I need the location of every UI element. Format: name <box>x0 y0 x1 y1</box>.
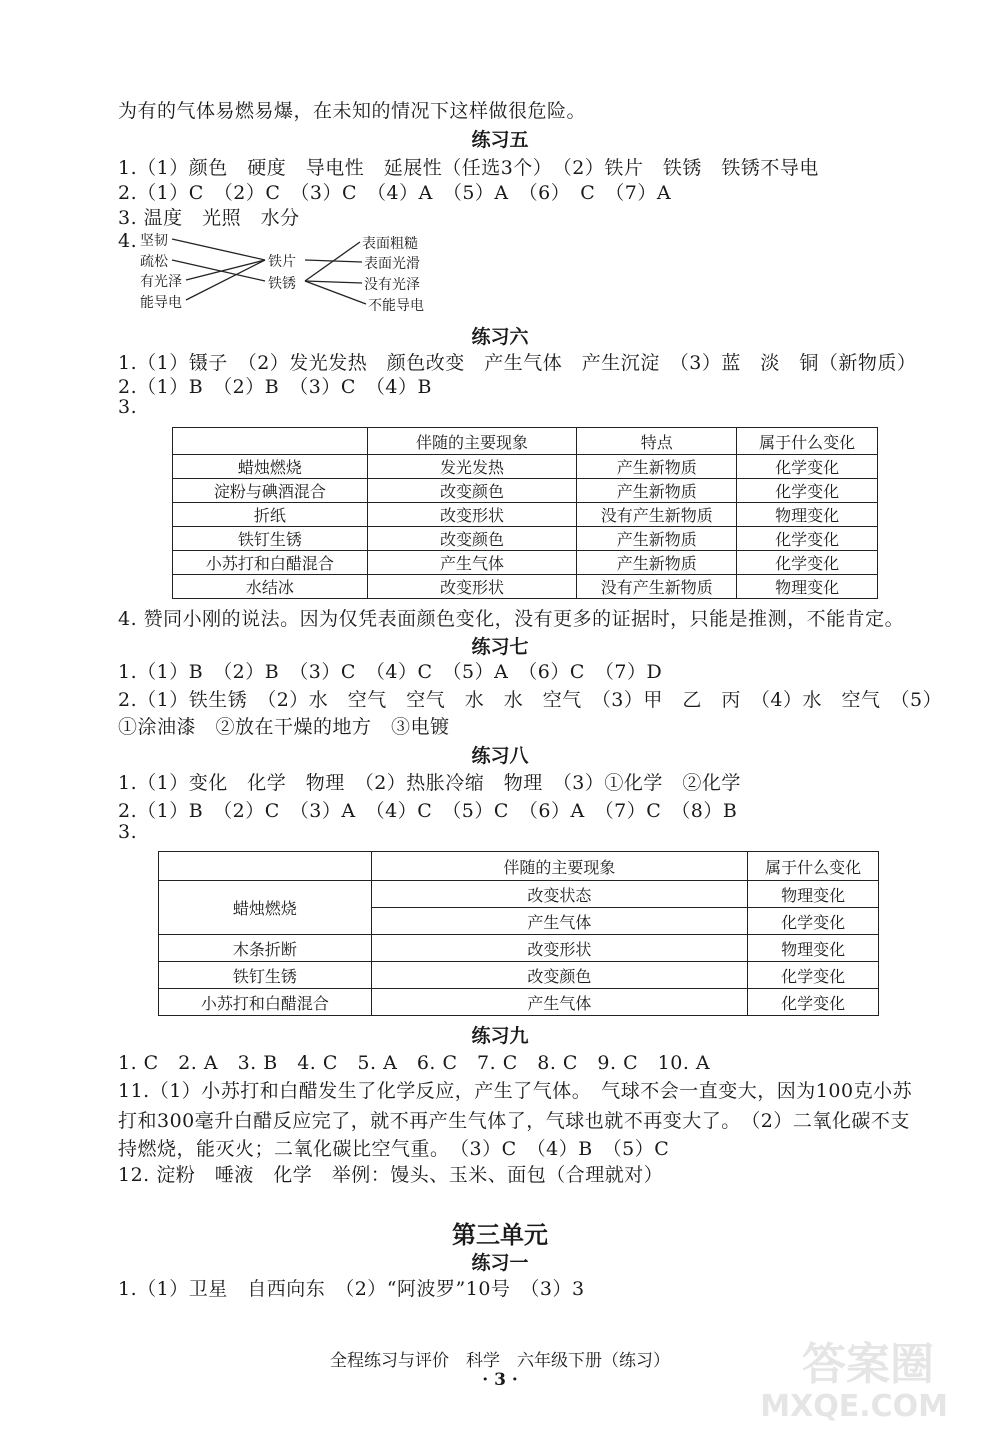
ex9-line-2: 11.（1）小苏打和白醋发生了化学反应，产生了气体。 气球不会一直变大，因为100克小苏 <box>118 1080 913 1102</box>
table-cell: 产生新物质 <box>577 527 737 551</box>
ex8-header-blank <box>159 852 372 881</box>
match-middle-1: 铁片 <box>268 254 296 270</box>
ex5-line-1: 1.（1）颜色 硬度 导电性 延展性（任选3个） （2）铁片 铁锈 铁锈不导电 <box>118 157 819 179</box>
match-middle-2: 铁锈 <box>268 276 296 292</box>
table-cell: 改变颜色 <box>371 962 747 989</box>
book-title-footer: 全程练习与评价 科学 六年级下册（练习） <box>330 1351 670 1371</box>
table-cell: 发光发热 <box>367 455 577 479</box>
table-row <box>159 935 879 962</box>
ex6-header-change-type: 属于什么变化 <box>737 428 878 455</box>
match-right-1: 表面粗糙 <box>362 236 418 252</box>
table-cell: 蜡烛燃烧 <box>173 455 368 479</box>
ex6-line-1: 1.（1）镊子 （2）发光发热 颜色改变 产生气体 产生沉淀 （3）蓝 淡 铜（新物质） <box>118 352 917 374</box>
table-cell: 物理变化 <box>748 935 879 962</box>
table-cell: 改变状态 <box>371 881 747 908</box>
ex7-line-3: ①涂油漆 ②放在干燥的地方 ③电镀 <box>118 716 450 738</box>
exercise-9-heading: 练习九 <box>471 1025 529 1047</box>
exercise-8-heading: 练习八 <box>471 745 529 767</box>
table-cell: 没有产生新物质 <box>577 503 737 527</box>
table-row <box>173 479 878 503</box>
unit-3-heading: 第三单元 <box>452 1221 548 1249</box>
matching-lines <box>0 0 1000 330</box>
table-cell: 蜡烛燃烧 <box>159 881 372 935</box>
table-cell: 化学变化 <box>737 551 878 575</box>
ex8-line-3: 3. <box>118 821 138 843</box>
table-cell: 水结冰 <box>173 575 368 599</box>
table-cell: 产生气体 <box>371 908 747 935</box>
table-row <box>159 989 879 1016</box>
table-row <box>173 503 878 527</box>
table-cell: 物理变化 <box>737 503 878 527</box>
ex7-line-2: 2.（1）铁生锈 （2）水 空气 空气 水 水 空气 （3）甲 乙 丙 （4）水 空气 （5） <box>118 689 943 711</box>
table-cell: 产生气体 <box>371 989 747 1016</box>
ex8-header-phenomenon: 伴随的主要现象 <box>371 852 747 881</box>
ex9-line-1: 1. C 2. A 3. B 4. C 5. A 6. C 7. C 8. C 9. C 10. A <box>118 1052 711 1074</box>
exercise-7-heading: 练习七 <box>471 636 529 658</box>
ex9-line-3: 打和300毫升白醋反应完了，就不再产生气体了，气球也就不再变大了。 （2）二氧化碳不支 <box>118 1110 910 1132</box>
table-cell: 物理变化 <box>737 575 878 599</box>
ex6-header-phenomenon: 伴随的主要现象 <box>367 428 577 455</box>
table-cell: 产生气体 <box>367 551 577 575</box>
table-row <box>173 551 878 575</box>
ex8-line-2: 2.（1）B （2）C （3）A （4）C （5）C （6）A （7）C （8）B <box>118 800 738 822</box>
ex6-header-feature: 特点 <box>577 428 737 455</box>
ex6-line-2: 2.（1）B （2）B （3）C （4）B <box>118 376 432 398</box>
table-cell: 物理变化 <box>748 881 879 908</box>
match-right-4: 不能导电 <box>368 298 424 314</box>
table-cell: 铁钉生锈 <box>173 527 368 551</box>
match-right-3: 没有光泽 <box>364 277 420 293</box>
table-cell: 改变形状 <box>371 935 747 962</box>
table-cell: 小苏打和白醋混合 <box>159 989 372 1016</box>
table-cell: 改变颜色 <box>367 479 577 503</box>
table-cell: 产生新物质 <box>577 479 737 503</box>
ex6-table <box>172 427 878 599</box>
ex9-line-5: 12. 淀粉 唾液 化学 举例：馒头、玉米、面包（合理就对） <box>118 1164 664 1186</box>
match-left-3: 有光泽 <box>140 274 182 290</box>
table-cell: 化学变化 <box>748 908 879 935</box>
table-cell: 小苏打和白醋混合 <box>173 551 368 575</box>
ex6-line-4: 4. 赞同小刚的说法。因为仅凭表面颜色变化，没有更多的证据时，只能是推测，不能肯定。 <box>118 608 905 630</box>
table-cell: 改变形状 <box>367 503 577 527</box>
ex6-line-3: 3. <box>118 396 138 418</box>
watermark-logo <box>760 1314 978 1424</box>
table-cell: 木条折断 <box>159 935 372 962</box>
table-cell: 改变颜色 <box>367 527 577 551</box>
table-cell: 化学变化 <box>748 989 879 1016</box>
ex5-line-2: 2.（1）C （2）C （3）C （4）A （5）A （6） C （7）A <box>118 182 672 204</box>
table-cell: 折纸 <box>173 503 368 527</box>
match-right-2: 表面光滑 <box>364 256 420 272</box>
ex6-header-blank <box>173 428 368 455</box>
table-row <box>173 455 878 479</box>
ex9-line-4: 持燃烧，能灭火；二氧化碳比空气重。 （3）C （4）B （5）C <box>118 1138 670 1160</box>
watermark-url: MXQE.COM <box>760 1389 948 1424</box>
ex5-line-3: 3. 温度 光照 水分 <box>118 207 300 229</box>
table-cell: 化学变化 <box>737 479 878 503</box>
table-cell: 改变形状 <box>367 575 577 599</box>
table-row <box>173 527 878 551</box>
ex7-line-1: 1.（1）B （2）B （3）C （4）C （5）A （6）C （7）D <box>118 661 663 683</box>
table-row <box>173 575 878 599</box>
table-cell: 产生新物质 <box>577 455 737 479</box>
ex8-line-1: 1.（1）变化 化学 物理 （2）热胀冷缩 物理 （3）①化学 ②化学 <box>118 772 741 794</box>
table-cell: 淀粉与碘酒混合 <box>173 479 368 503</box>
match-left-4: 能导电 <box>140 295 182 311</box>
match-left-2: 疏松 <box>140 254 168 270</box>
unit3-exercise-1-heading: 练习一 <box>471 1252 529 1274</box>
table-row <box>159 962 879 989</box>
watermark-text: 答案圈 <box>802 1339 934 1390</box>
exercise-5-heading: 练习五 <box>471 129 529 151</box>
match-left-1: 坚韧 <box>140 233 168 249</box>
table-cell: 没有产生新物质 <box>577 575 737 599</box>
unit3-ex1-line-1: 1.（1）卫星 自西向东 （2）“阿波罗”10号 （3）3 <box>118 1278 585 1300</box>
table-cell: 化学变化 <box>737 455 878 479</box>
ex8-header-change-type: 属于什么变化 <box>748 852 879 881</box>
table-cell: 化学变化 <box>748 962 879 989</box>
table-cell: 化学变化 <box>737 527 878 551</box>
table-cell: 产生新物质 <box>577 551 737 575</box>
intro-line: 为有的气体易燃易爆，在未知的情况下这样做很危险。 <box>118 100 587 122</box>
table-cell: 铁钉生锈 <box>159 962 372 989</box>
ex8-table <box>158 851 879 1016</box>
page-number: · 3 · <box>482 1370 518 1390</box>
table-row <box>159 881 879 908</box>
exercise-6-heading: 练习六 <box>471 326 529 348</box>
match-number: 4. <box>118 230 138 252</box>
